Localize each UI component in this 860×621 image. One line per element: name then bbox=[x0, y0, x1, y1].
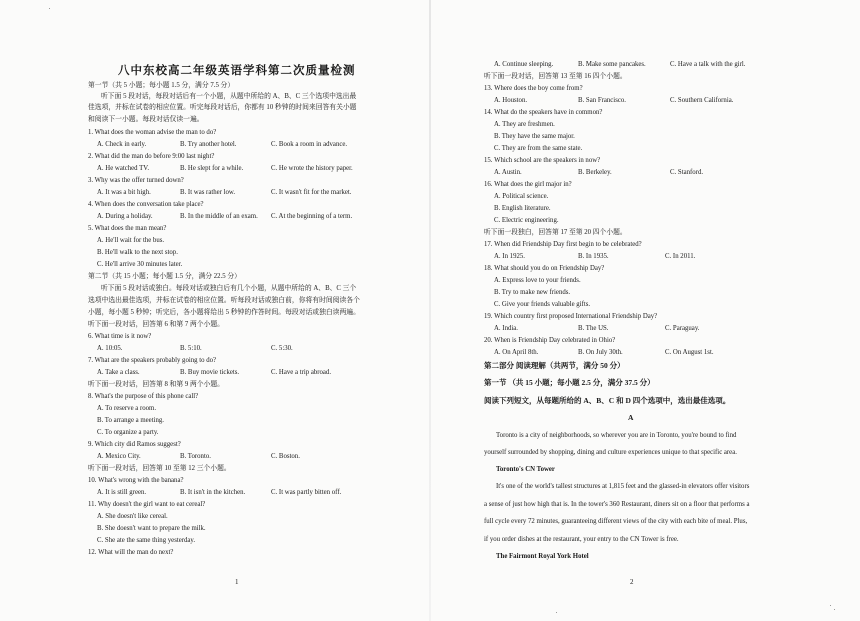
section2-instruction-line: 小题，每小题 5 秒钟；听完后，各小题将给出 5 秒钟的作答时间。每段对话或独白读两遍。 bbox=[88, 309, 360, 316]
question-20: 20. When is Friendship Day celebrated in Ohio? bbox=[484, 337, 616, 344]
q3-option-c[interactable]: C. It wasn't fit for the market. bbox=[271, 189, 352, 196]
q13-option-a[interactable]: A. Houston. bbox=[494, 97, 528, 104]
dialogue-intro: 听下面一段对话，回答第 10 至第 12 三个小题。 bbox=[88, 465, 231, 472]
question-15: 15. Which school are the speakers in now? bbox=[484, 157, 601, 164]
passage-line: a sense of just how high that is. In the tower's 360 Restaurant, diners sit on a floor that performs a bbox=[484, 501, 750, 508]
q4-option-c[interactable]: C. At the beginning of a term. bbox=[271, 213, 353, 220]
q11-option-a[interactable]: A. She doesn't like cereal. bbox=[97, 513, 168, 520]
q5-option-c[interactable]: C. He'll arrive 30 minutes later. bbox=[97, 261, 183, 268]
q14-option-a[interactable]: A. They are freshmen. bbox=[494, 121, 555, 128]
dialogue-intro: 听下面一段对话，回答第 8 和第 9 两个小题。 bbox=[88, 381, 224, 388]
q10-option-b[interactable]: B. It isn't in the kitchen. bbox=[180, 489, 246, 496]
q16-option-a[interactable]: A. Political science. bbox=[494, 193, 549, 200]
q4-option-a[interactable]: A. During a holiday. bbox=[97, 213, 153, 220]
scan-speck bbox=[556, 612, 557, 613]
q20-option-c[interactable]: C. On August 1st. bbox=[665, 349, 714, 356]
q2-option-c[interactable]: C. He wrote the history paper. bbox=[271, 165, 353, 172]
passage-line: if you order dishes at the restaurant, your entry to the CN Tower is free. bbox=[484, 536, 679, 543]
q10-option-c[interactable]: C. It was partly bitten off. bbox=[271, 489, 342, 496]
q7-option-c[interactable]: C. Have a trip abroad. bbox=[271, 369, 332, 376]
passage-subheading: Toronto's CN Tower bbox=[496, 466, 555, 473]
q15-option-b[interactable]: B. Berkeley. bbox=[578, 169, 612, 176]
question-8: 8. What's the purpose of this phone call? bbox=[88, 393, 199, 400]
question-18: 18. What should you do on Friendship Day? bbox=[484, 265, 605, 272]
q19-option-c[interactable]: C. Paraguay. bbox=[665, 325, 700, 332]
q6-option-a[interactable]: A. 10:05. bbox=[97, 345, 123, 352]
q9-option-a[interactable]: A. Mexico City. bbox=[97, 453, 141, 460]
q1-option-a[interactable]: A. Check in early. bbox=[97, 141, 147, 148]
q20-option-b[interactable]: B. On July 30th. bbox=[578, 349, 623, 356]
q7-option-a[interactable]: A. Take a class. bbox=[97, 369, 140, 376]
question-12: 12. What will the man do next? bbox=[88, 549, 174, 556]
q3-option-a[interactable]: A. It was a bit high. bbox=[97, 189, 151, 196]
q19-option-a[interactable]: A. India. bbox=[494, 325, 518, 332]
q6-option-c[interactable]: C. 5:30. bbox=[271, 345, 293, 352]
question-19: 19. Which country first proposed International Friendship Day? bbox=[484, 313, 658, 320]
question-6: 6. What time is it now? bbox=[88, 333, 152, 340]
q20-option-a[interactable]: A. On April 8th. bbox=[494, 349, 539, 356]
q2-option-a[interactable]: A. He watched TV. bbox=[97, 165, 150, 172]
question-5: 5. What does the man mean? bbox=[88, 225, 167, 232]
section2-instruction-line: 选项中选出最佳选项，并标在试卷的相应位置。听每段对话或独白前，你将有时间阅读各个 bbox=[88, 297, 360, 304]
page-number: 1 bbox=[235, 578, 239, 586]
q7-option-b[interactable]: B. Buy movie tickets. bbox=[180, 369, 240, 376]
q13-option-b[interactable]: B. San Francisco. bbox=[578, 97, 626, 104]
page-number: 2 bbox=[630, 578, 634, 586]
q9-option-c[interactable]: C. Boston. bbox=[271, 453, 300, 460]
part2-instruction: 阅读下列短文，从每题所给的 A、B、C 和 D 四个选项中，选出最佳选项。 bbox=[484, 396, 731, 405]
q13-option-c[interactable]: C. Southern California. bbox=[670, 97, 734, 104]
question-11: 11. Why doesn't the girl want to eat cereal? bbox=[88, 501, 206, 508]
question-10: 10. What's wrong with the banana? bbox=[88, 477, 184, 484]
part2-section1-heading: 第一节 （共 15 小题；每小题 2.5 分，满分 37.5 分） bbox=[484, 378, 655, 387]
question-2: 2. What did the man do before 9:00 last night? bbox=[88, 153, 215, 160]
scan-speck bbox=[830, 605, 831, 606]
exam-title: 八中东校高二年级英语学科第二次质量检测 bbox=[118, 65, 356, 77]
section2-instruction-line: 听下面 5 段对话或独白。每段对话或独白后有几个小题，从题中所给的 A、B、C 三个 bbox=[101, 285, 357, 292]
q15-option-a[interactable]: A. Austin. bbox=[494, 169, 522, 176]
q2-option-b[interactable]: B. He slept for a while. bbox=[180, 165, 244, 172]
q17-option-c[interactable]: C. In 2011. bbox=[665, 253, 696, 260]
question-16: 16. What does the girl major in? bbox=[484, 181, 572, 188]
q17-option-a[interactable]: A. In 1925. bbox=[494, 253, 525, 260]
question-13: 13. Where does the boy come from? bbox=[484, 85, 583, 92]
passage-line: It's one of the world's tallest structures at 1,815 feet and the glassed-in elevators offer visitors bbox=[496, 483, 750, 490]
passage-line: full cycle every 72 minutes, guaranteeing different views of the city with each bite of meal. Plus, bbox=[484, 518, 748, 525]
q3-option-b[interactable]: B. It was rather low. bbox=[180, 189, 236, 196]
passage-line: yourself surrounded by shopping, dining and culture experiences unique to that specific area. bbox=[484, 449, 737, 456]
q11-option-c[interactable]: C. She ate the same thing yesterday. bbox=[97, 537, 196, 544]
passage-line: Toronto is a city of neighborhoods, so wherever you are in Toronto, you're bound to find bbox=[496, 432, 737, 439]
q17-option-b[interactable]: B. In 1935. bbox=[578, 253, 609, 260]
q18-option-c[interactable]: C. Give your friends valuable gifts. bbox=[494, 301, 591, 308]
q8-option-b[interactable]: B. To arrange a meeting. bbox=[97, 417, 164, 424]
section1-instruction-line: 听下面 5 段对话，每段对话后有一个小题，从题中所给的 A、B、C 三个选项中选出最 bbox=[101, 93, 357, 100]
q10-option-a[interactable]: A. It is still green. bbox=[97, 489, 147, 496]
q5-option-b[interactable]: B. He'll walk to the next stop. bbox=[97, 249, 178, 256]
q1-option-c[interactable]: C. Book a room in advance. bbox=[271, 141, 348, 148]
scan-speck bbox=[834, 609, 835, 610]
q1-option-b[interactable]: B. Try another hotel. bbox=[180, 141, 237, 148]
passage-label: A bbox=[628, 413, 634, 422]
q15-option-c[interactable]: C. Stanford. bbox=[670, 169, 704, 176]
question-14: 14. What do the speakers have in common? bbox=[484, 109, 603, 116]
q11-option-b[interactable]: B. She doesn't want to prepare the milk. bbox=[97, 525, 206, 532]
q12-option-a[interactable]: A. Continue sleeping. bbox=[494, 61, 554, 68]
q8-option-a[interactable]: A. To reserve a room. bbox=[97, 405, 157, 412]
q14-option-c[interactable]: C. They are from the same state. bbox=[494, 145, 583, 152]
q4-option-b[interactable]: B. In the middle of an exam. bbox=[180, 213, 258, 220]
section1-instruction-line: 和阅读下一小题。每段对话仅读一遍。 bbox=[88, 116, 204, 123]
question-1: 1. What does the woman advise the man to do? bbox=[88, 129, 217, 136]
q6-option-b[interactable]: B. 5:10. bbox=[180, 345, 202, 352]
monologue-intro: 听下面一段独白，回答第 17 至第 20 四个小题。 bbox=[484, 229, 627, 236]
question-17: 17. When did Friendship Day first begin to be celebrated? bbox=[484, 241, 642, 248]
dialogue-intro: 听下面一段对话，回答第 6 和第 7 两个小题。 bbox=[88, 321, 224, 328]
q19-option-b[interactable]: B. The US. bbox=[578, 325, 609, 332]
section2-heading: 第二节（共 15 小题；每小题 1.5 分，满分 22.5 分） bbox=[88, 273, 241, 280]
q9-option-b[interactable]: B. Toronto. bbox=[180, 453, 211, 460]
section1-instruction-line: 佳选项，并标在试卷的相应位置。听完每段对话后，你都有 10 秒钟的时间来回答有关小题 bbox=[88, 104, 357, 111]
question-9: 9. Which city did Ramos suggest? bbox=[88, 441, 181, 448]
q8-option-c[interactable]: C. To organize a party. bbox=[97, 429, 159, 436]
q14-option-b[interactable]: B. They have the same major. bbox=[494, 133, 575, 140]
passage-subheading: The Fairmont Royal York Hotel bbox=[496, 553, 589, 560]
question-7: 7. What are the speakers probably going to do? bbox=[88, 357, 217, 364]
question-4: 4. When does the conversation take place? bbox=[88, 201, 204, 208]
q18-option-a[interactable]: A. Express love to your friends. bbox=[494, 277, 581, 284]
page-fold bbox=[429, 0, 431, 621]
q12-option-c[interactable]: C. Have a talk with the girl. bbox=[670, 61, 746, 68]
dialogue-intro: 听下面一段对话，回答第 13 至第 16 四个小题。 bbox=[484, 73, 627, 80]
section1-heading: 第一节（共 5 小题；每小题 1.5 分，满分 7.5 分） bbox=[88, 82, 235, 89]
q18-option-b[interactable]: B. Try to make new friends. bbox=[494, 289, 571, 296]
q5-option-a[interactable]: A. He'll wait for the bus. bbox=[97, 237, 165, 244]
scan-speck bbox=[49, 8, 50, 9]
q16-option-b[interactable]: B. English literature. bbox=[494, 205, 551, 212]
part2-heading: 第二部分 阅读理解（共两节，满分 50 分） bbox=[484, 361, 625, 370]
q16-option-c[interactable]: C. Electric engineering. bbox=[494, 217, 559, 224]
question-3: 3. Why was the offer turned down? bbox=[88, 177, 184, 184]
q12-option-b[interactable]: B. Make some pancakes. bbox=[578, 61, 646, 68]
